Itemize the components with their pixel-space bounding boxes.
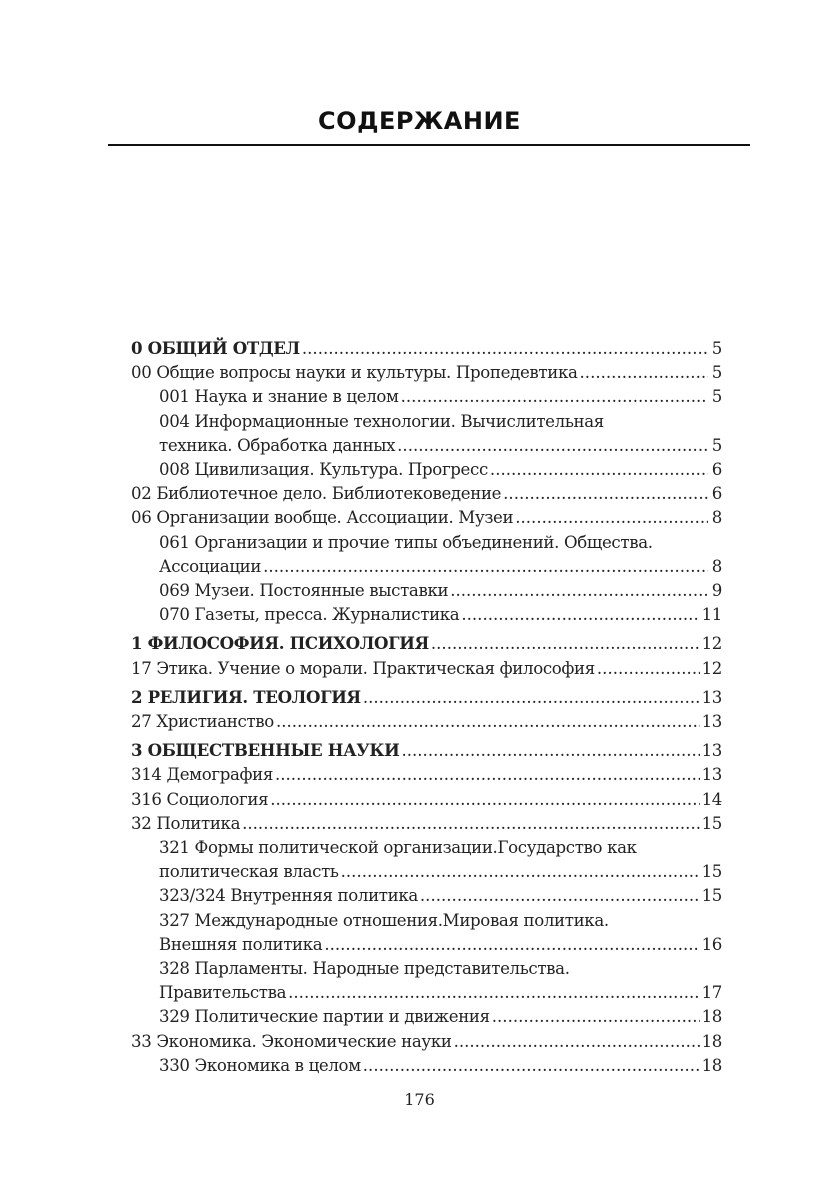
toc-entry-row (159, 555, 722, 579)
toc-entry-page: 15 (701, 813, 722, 833)
toc-entry (131, 788, 722, 812)
toc-entry-page: 6 (711, 460, 722, 480)
toc-entry-title-line: 327 Международные отношения.Мировая политика. (159, 910, 609, 930)
toc-entry-row (159, 579, 722, 603)
toc-entry-page: 8 (711, 556, 722, 576)
toc-entry-row (131, 685, 722, 710)
title-underline (108, 144, 750, 146)
toc-section-entry (131, 685, 722, 710)
toc-entry-title: 02 Библиотечное дело. Библиотековедение (131, 484, 502, 504)
toc-section-entry (131, 738, 722, 763)
toc-entry-page: 13 (701, 765, 722, 785)
toc-entry-row (131, 738, 722, 763)
toc-entry-row (131, 361, 722, 385)
toc-entry-page: 18 (701, 1055, 722, 1075)
toc-entry-row (131, 631, 722, 656)
toc-entry (131, 579, 722, 603)
toc-entry (131, 531, 722, 579)
toc-entry-title: 3 ОБЩЕСТВЕННЫЕ НАУКИ (131, 740, 400, 761)
toc-entry-title: Ассоциации (159, 556, 262, 576)
toc-entry-page: 12 (701, 634, 722, 654)
toc-entry-page: 13 (701, 687, 722, 707)
toc-entry-row (131, 657, 722, 681)
toc-entry-page: 6 (711, 484, 722, 504)
dot-leader (275, 763, 700, 787)
toc-entry (131, 1005, 722, 1029)
toc-entry-title: 06 Организации вообще. Ассоциации. Музеи (131, 508, 514, 528)
toc-entry-title: 17 Этика. Учение о морали. Практическая философия (131, 658, 595, 678)
toc-entry-title: 316 Социология (131, 789, 269, 809)
toc-entry-row (159, 860, 722, 884)
dot-leader (270, 788, 699, 812)
toc-entry-row (131, 1030, 722, 1054)
toc-entry-title: 008 Цивилизация. Культура. Прогресс (159, 460, 488, 480)
page-number: 176 (404, 1090, 435, 1109)
toc-entry-page: 14 (701, 789, 722, 809)
toc-entry-title: 314 Демография (131, 765, 273, 785)
toc-entry (131, 884, 722, 908)
toc-entry-title: 33 Экономика. Экономические науки (131, 1031, 452, 1051)
toc-entry (131, 1054, 722, 1078)
toc-entry-row (159, 981, 722, 1005)
dot-leader (401, 385, 708, 409)
toc-entry-row (131, 336, 722, 361)
dot-leader (242, 812, 699, 836)
dot-leader (515, 506, 708, 530)
dot-leader (454, 1030, 700, 1054)
dot-leader (276, 710, 700, 734)
toc-entry-page: 17 (701, 983, 722, 1003)
toc-entry-title-line: 328 Парламенты. Народные представительства. (159, 959, 570, 979)
toc-entry-title: 330 Экономика в целом (159, 1055, 361, 1075)
toc-entry-row (159, 434, 722, 458)
toc-entry-row (131, 710, 722, 734)
toc-entry-row (131, 812, 722, 836)
toc-entry-page: 13 (701, 741, 722, 761)
toc-entry-page: 5 (711, 435, 722, 455)
toc-entry-row (131, 788, 722, 812)
dot-leader (490, 458, 708, 482)
toc-entry-title: Внешняя политика (159, 934, 323, 954)
toc-entry (131, 482, 722, 506)
toc-entry (131, 836, 722, 884)
dot-leader (450, 579, 708, 603)
toc-entry-page: 5 (711, 387, 722, 407)
dot-leader (580, 361, 708, 385)
toc-entry-row (159, 933, 722, 957)
toc-entry-row (131, 482, 722, 506)
toc-entry-row (131, 763, 722, 787)
dot-leader (302, 337, 708, 361)
toc-entry-title: 2 РЕЛИГИЯ. ТЕОЛОГИЯ (131, 686, 361, 707)
toc-entry (131, 410, 722, 458)
toc-entry-row (159, 1005, 722, 1029)
toc-entry-title: 001 Наука и знание в целом (159, 387, 399, 407)
toc-entry-page: 5 (711, 339, 722, 358)
dot-leader (288, 981, 699, 1005)
toc-entry (131, 710, 722, 734)
toc-entry-title: 323/324 Внутренняя политика (159, 886, 418, 906)
toc-section-entry (131, 336, 722, 361)
toc-entry-title: 00 Общие вопросы науки и культуры. Пропедевтика (131, 363, 578, 383)
dot-leader (401, 739, 699, 763)
toc-section-entry (131, 631, 722, 656)
toc-entry-row (159, 603, 722, 627)
dot-leader (397, 434, 708, 458)
dot-leader (492, 1005, 700, 1029)
toc-entry (131, 506, 722, 530)
toc-entry-page: 18 (701, 1007, 722, 1027)
toc-entry-title: 070 Газеты, пресса. Журналистика (159, 605, 460, 625)
toc-entry-page: 15 (701, 862, 722, 882)
dot-leader (324, 933, 699, 957)
toc-entry-row (131, 506, 722, 530)
toc-entry-page: 13 (701, 712, 722, 732)
toc-entry-row (159, 1054, 722, 1078)
dot-leader (597, 657, 700, 681)
toc-entry-title: техника. Обработка данных (159, 435, 396, 455)
dot-leader (420, 884, 700, 908)
toc-entry-title-line: 061 Организации и прочие типы объединений. Общества. (159, 532, 653, 552)
dot-leader (341, 860, 700, 884)
toc-entry-title: 27 Христианство (131, 712, 274, 732)
dot-leader (503, 482, 708, 506)
dot-leader (363, 686, 700, 710)
toc-entry-page: 16 (701, 934, 722, 954)
toc-entry (131, 361, 722, 385)
dot-leader (263, 555, 708, 579)
toc-entry (131, 603, 722, 627)
toc-entry-page: 18 (701, 1031, 722, 1051)
toc-entry-page: 5 (711, 363, 722, 383)
toc-entry (131, 763, 722, 787)
dot-leader (363, 1054, 700, 1078)
toc-entry-row (159, 884, 722, 908)
toc-entry-row (159, 385, 722, 409)
table-of-contents (131, 336, 722, 1078)
toc-entry-row (159, 458, 722, 482)
toc-entry (131, 657, 722, 681)
toc-entry-title: 1 ФИЛОСОФИЯ. ПСИХОЛОГИЯ (131, 633, 429, 654)
toc-entry-title-line: 321 Формы политической организации.Государство как (159, 838, 637, 858)
toc-entry-title: политическая власть (159, 862, 339, 882)
toc-entry-page: 12 (701, 658, 722, 678)
dot-leader (461, 603, 699, 627)
toc-entry (131, 909, 722, 957)
toc-entry (131, 385, 722, 409)
toc-entry-page: 11 (701, 605, 722, 625)
toc-entry-title: 0 ОБЩИЙ ОТДЕЛ (131, 338, 300, 358)
toc-entry (131, 812, 722, 836)
toc-entry-title-line: 004 Информационные технологии. Вычислительная (159, 411, 604, 431)
toc-entry-page: 8 (711, 508, 722, 528)
page-title: СОДЕРЖАНИЕ (318, 107, 521, 135)
toc-entry (131, 458, 722, 482)
toc-entry (131, 957, 722, 1005)
toc-entry-title: 069 Музеи. Постоянные выставки (159, 581, 449, 601)
toc-entry-page: 9 (711, 581, 722, 601)
toc-entry-title: Правительства (159, 983, 287, 1003)
toc-entry-title: 329 Политические партии и движения (159, 1007, 490, 1027)
toc-entry-page: 15 (701, 886, 722, 906)
dot-leader (431, 632, 700, 656)
toc-entry-title: 32 Политика (131, 813, 241, 833)
toc-entry (131, 1030, 722, 1054)
